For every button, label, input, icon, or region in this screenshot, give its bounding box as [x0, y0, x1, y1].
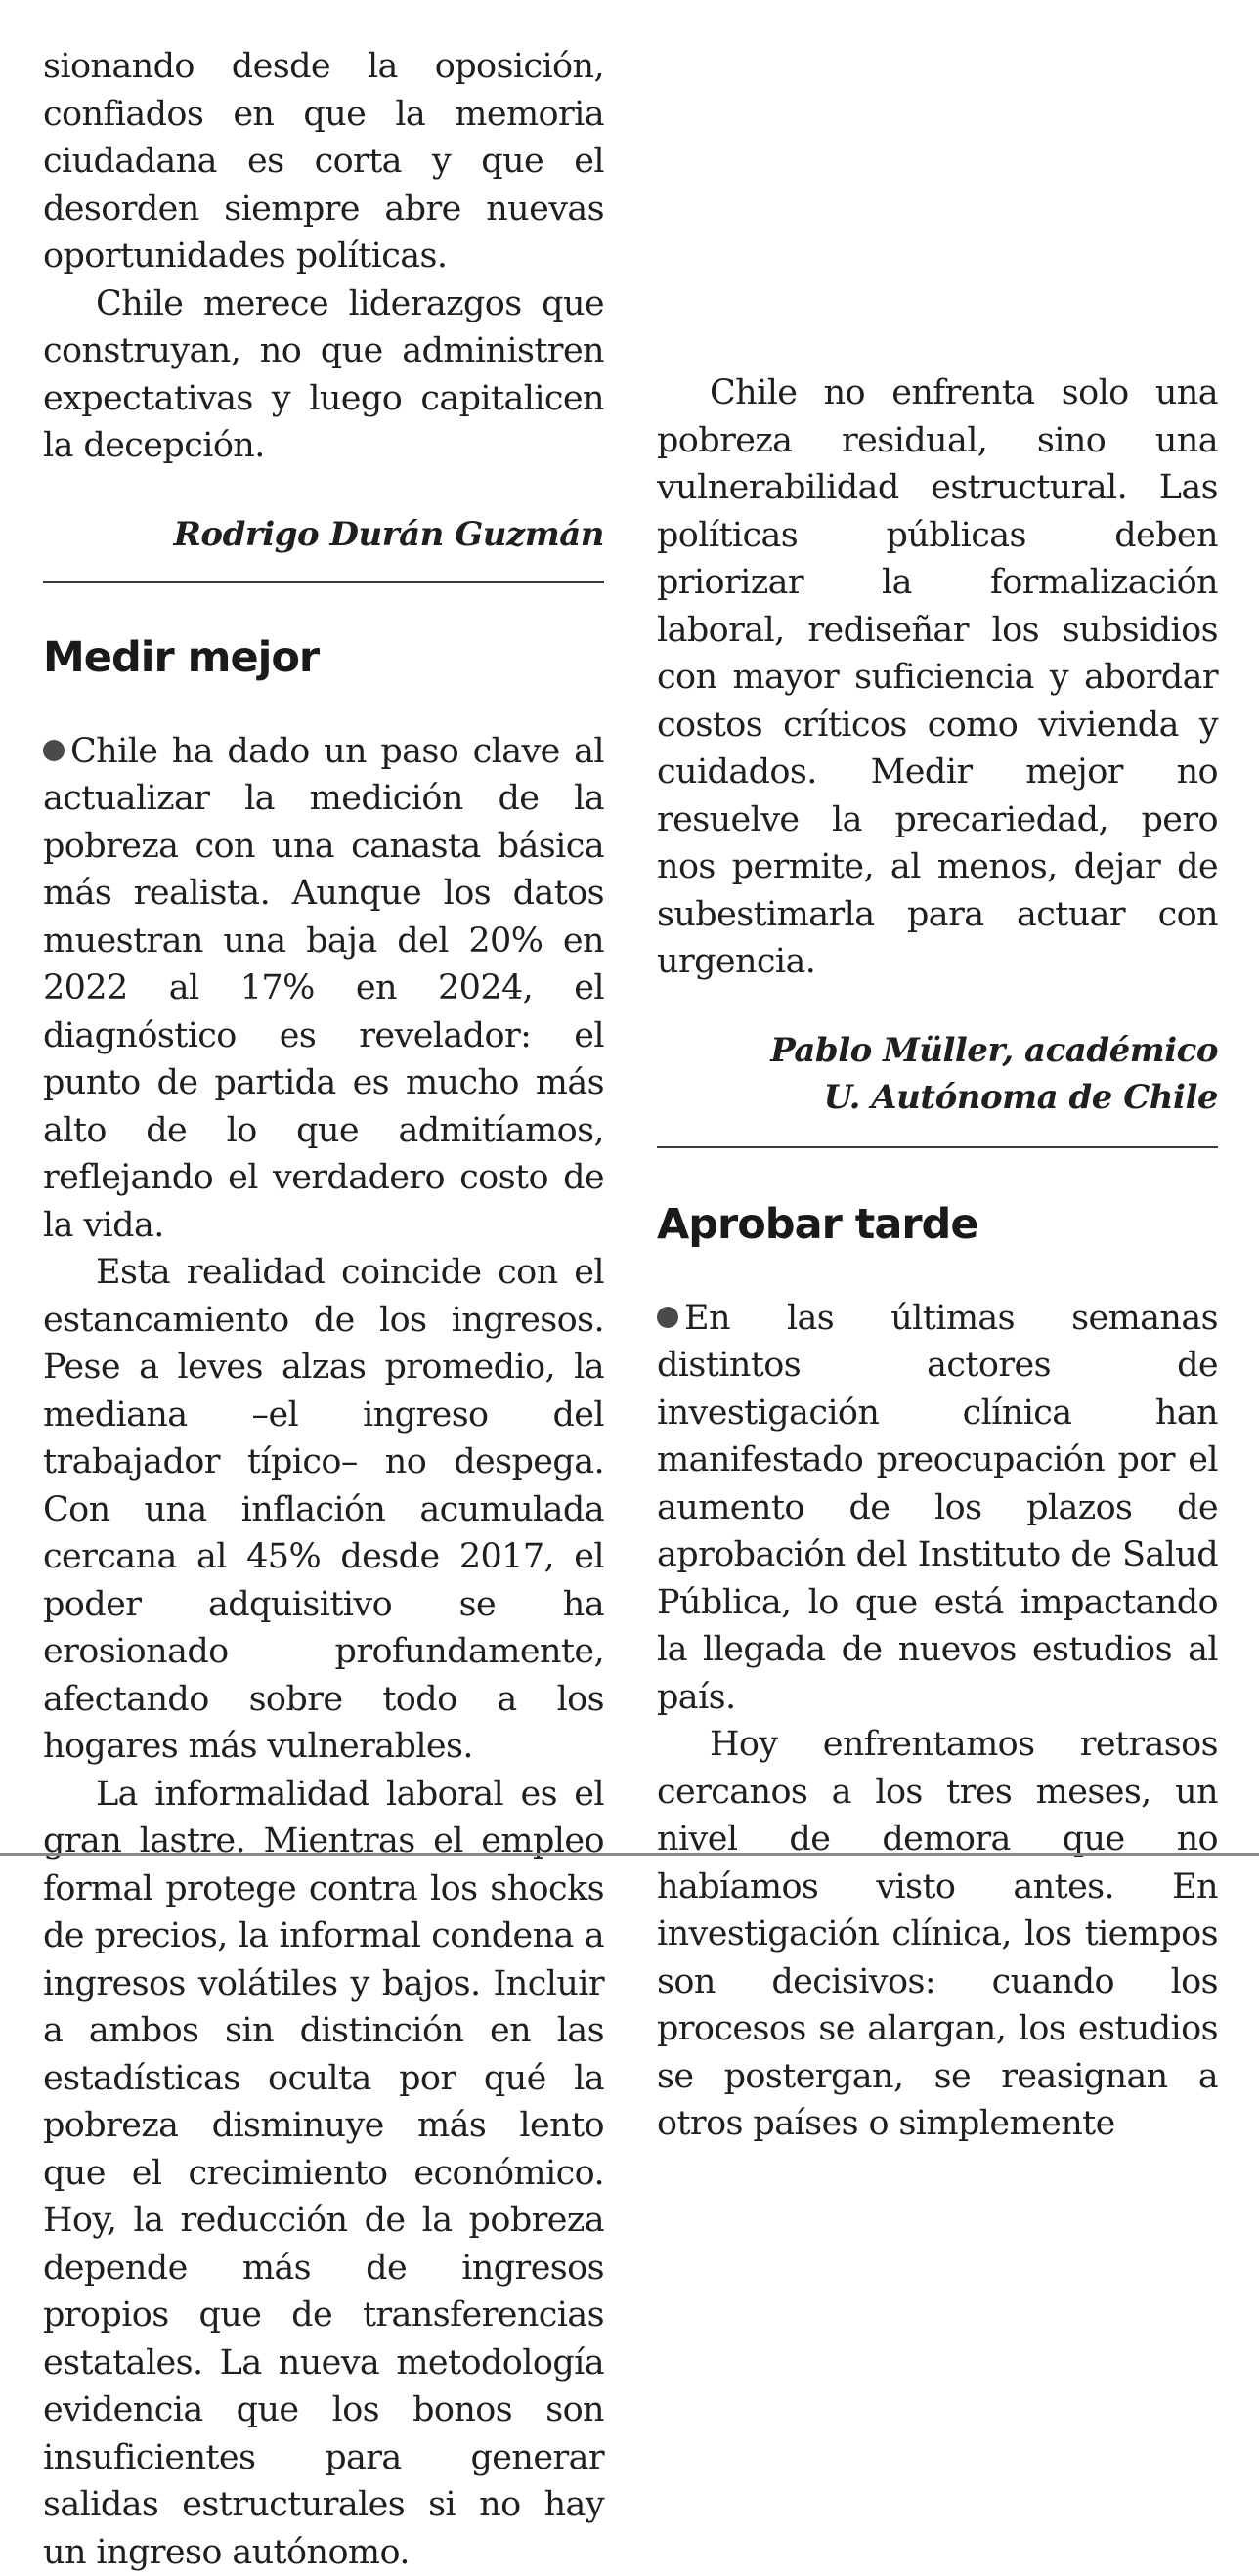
bullet-icon	[43, 740, 65, 761]
medir-mejor-paragraph-3: La informalidad laboral es el gran lastre. Mientras el empleo formal protege contra los shocks de precios, la informal condena a ingresos volátiles y bajos. Incluir a ambos sin distinción en las estadísticas oculta por qué la pobreza disminuye más lento que el crecimiento económico. Hoy, la reducción de la pobreza depende más de ingresos propios que de transferencias estatales. La nueva metodología evidencia que los bonos son insuficientes para generar salidas estructurales si no hay un ingreso autónomo.	[43, 1771, 604, 2576]
medir-mejor-paragraph-4: Chile no enfrenta solo una pobreza residual, sino una vulnerabilidad estructural. Las políticas públicas deben priorizar la formalización laboral, rediseñar los subsidios con mayor suficiencia y abordar costos críticos como vivienda y cuidados. Medir mejor no resuelve la precariedad, pero nos permite, al menos, dejar de subestimarla para actuar con urgencia.	[657, 369, 1218, 986]
medir-mejor-paragraph-1: Chile ha dado un paso clave al actualizar la medición de la pobreza con una canasta básica más realista. Aunque los datos muestran una baja del 20% en 2022 al 17% en 2024, el diagnóstico es revelador: el punto de partida es mucho más alto de lo que admitíamos, reflejando el verdadero costo de la vida.	[43, 728, 604, 1250]
medir-mejor-signature-affiliation: U. Autónoma de Chile	[657, 1074, 1218, 1121]
medir-mejor-signature-name: Pablo Müller, académico	[657, 1027, 1218, 1074]
aprobar-tarde-paragraph-1: En las últimas semanas distintos actores de investigación clínica han manifestado preocupación por el aumento de los plazos de aprobación del Instituto de Salud Pública, lo que está impactando la llegada de nuevos estudios al país.	[657, 1295, 1218, 1722]
left-column	[43, 43, 604, 2576]
page-bottom-rule	[0, 1853, 1259, 1856]
previous-article-signature: Rodrigo Durán Guzmán	[43, 511, 604, 558]
article-divider	[43, 581, 604, 583]
article-title-medir-mejor: Medir mejor	[43, 632, 604, 683]
aprobar-tarde-paragraph-2: Hoy enfrentamos retrasos cercanos a los tres meses, un nivel de demora que no habíamos visto antes. En investigación clínica, los tiempos son decisivos: cuando los procesos se alargan, los estudios se postergan, se reasignan a otros países o simplemente	[657, 1721, 1218, 2148]
previous-article-closing-paragraph: Chile merece liderazgos que construyan, no que administren expectativas y luego capitalicen la decepción.	[43, 280, 604, 470]
bullet-icon	[657, 1307, 678, 1328]
previous-article-ending: sionando desde la oposición, confiados en que la memoria ciudadana es corta y que el desorden siempre abre nuevas oportunidades políticas.	[43, 43, 604, 280]
article-divider	[657, 1146, 1218, 1148]
right-column	[657, 43, 1218, 2148]
article-title-aprobar-tarde: Aprobar tarde	[657, 1199, 1218, 1250]
medir-mejor-paragraph-2: Esta realidad coincide con el estancamiento de los ingresos. Pese a leves alzas promedio, la mediana –el ingreso del trabajador típico– no despega. Con una inflación acumulada cercana al 45% desde 2017, el poder adquisitivo se ha erosionado profundamente, afectando sobre todo a los hogares más vulnerables.	[43, 1249, 604, 1771]
